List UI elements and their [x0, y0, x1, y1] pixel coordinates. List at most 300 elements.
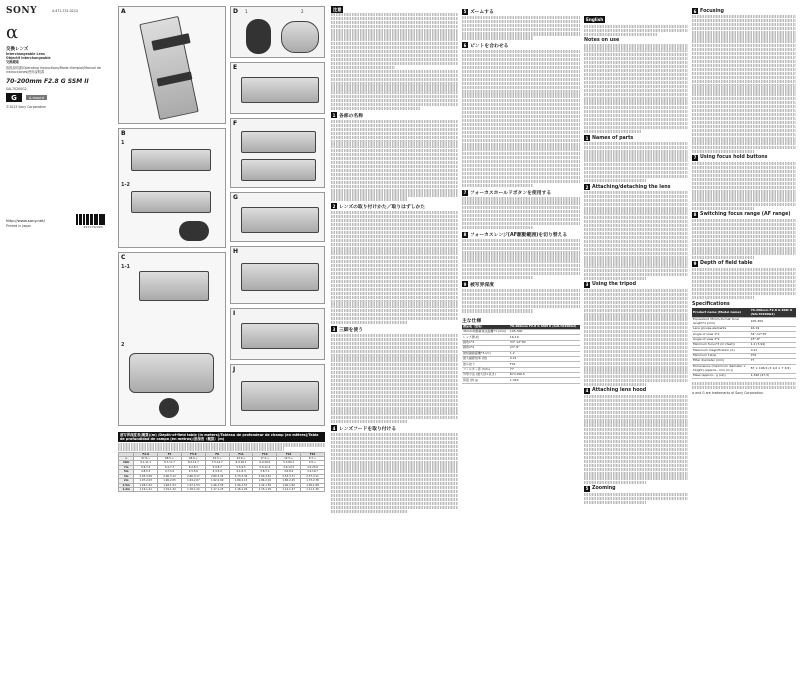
dof-value-cell: 48.9-∞ — [181, 457, 205, 461]
body-text-line — [584, 370, 688, 373]
body-text-line — [584, 464, 688, 467]
body-text-line — [584, 220, 688, 223]
body-text-line — [462, 152, 580, 155]
body-text-line — [584, 154, 688, 157]
dof-value-cell: 97.8-∞ — [134, 457, 158, 461]
body-text-line — [462, 66, 580, 69]
cover-panel — [6, 6, 114, 681]
body-text-line — [331, 445, 458, 448]
body-text-line — [584, 264, 688, 267]
body-text-line — [584, 167, 688, 170]
body-text-line — [462, 156, 580, 159]
body-text-line — [331, 334, 458, 337]
section-title — [584, 184, 688, 190]
body-text-line — [584, 85, 688, 88]
body-text-line — [692, 251, 796, 254]
body-text-line — [462, 16, 580, 19]
figure-h-label: H — [233, 248, 239, 255]
body-text-line — [462, 206, 580, 209]
body-text-line — [584, 158, 688, 161]
body-text-line — [584, 244, 688, 247]
body-text-line — [331, 375, 458, 378]
body-text-line — [692, 296, 754, 299]
body-text-line — [331, 54, 458, 57]
body-text-line — [584, 444, 688, 447]
body-text-line — [584, 452, 688, 455]
spec-cell: 16-19 — [509, 335, 580, 340]
body-text-line — [462, 131, 580, 134]
figure-d-sub-2: 2 — [301, 9, 304, 14]
body-text-line — [331, 317, 458, 320]
section-title — [692, 155, 796, 161]
spec-cell: 画角2*2 — [462, 346, 509, 351]
body-text-line — [331, 465, 458, 468]
section-title — [462, 42, 580, 49]
dof-value-cell: 4.8-5.3 — [134, 470, 158, 474]
section-title-text: 被写界深度 — [470, 282, 494, 288]
body-text-line — [692, 182, 796, 185]
body-text-line — [462, 276, 533, 279]
dof-value-cell: 8.7-∞ — [301, 457, 325, 461]
body-text-line — [331, 395, 458, 398]
body-text-line — [584, 297, 688, 300]
dof-value-cell: 1.11-1.30 — [301, 487, 325, 491]
body-text-line — [692, 97, 796, 100]
body-text-line — [331, 482, 458, 485]
section-title — [584, 135, 688, 141]
body-text-line — [584, 501, 646, 504]
spec-cell: 最短撮影距離*3 (m) — [462, 351, 509, 356]
body-text-line — [462, 54, 580, 57]
body-text-line — [584, 481, 646, 484]
dof-value-cell: 1.42-1.59 — [253, 483, 277, 487]
body-text-line — [584, 199, 688, 202]
body-text-line — [692, 15, 796, 18]
body-text-line — [331, 309, 458, 312]
section-title — [462, 281, 580, 288]
body-text-line — [584, 260, 688, 263]
dof-value-cell: 1.84-2.19 — [253, 479, 277, 483]
body-text-line — [692, 52, 796, 55]
body-text-line — [692, 84, 796, 87]
dof-table — [118, 452, 325, 493]
section-title — [584, 486, 688, 492]
body-text-line — [331, 433, 458, 436]
body-text-line — [584, 407, 688, 410]
body-text-line — [331, 149, 458, 152]
body-text-line — [331, 449, 458, 452]
dof-value-cell: 68.5-∞ — [158, 457, 182, 461]
dof-value-cell: 4.6-14.3 — [277, 465, 301, 469]
body-text-line — [692, 174, 796, 177]
en-column-1-body — [584, 44, 688, 504]
body-text-line — [692, 198, 796, 201]
figure-b — [118, 128, 226, 248]
spec-cell: Angle of view 1*2 — [692, 332, 750, 337]
section-title — [462, 231, 580, 238]
body-text-line — [692, 109, 796, 112]
body-text-line — [584, 383, 646, 386]
body-text-line — [584, 256, 688, 259]
figure-e-label: E — [233, 64, 238, 71]
body-text-line — [331, 231, 458, 234]
body-text-line — [462, 210, 580, 213]
body-text-line — [584, 305, 688, 308]
body-text-line — [692, 146, 796, 149]
figure-a — [118, 6, 226, 124]
body-text-line — [584, 57, 688, 60]
figure-c-label: C — [121, 254, 126, 261]
body-text-line — [692, 76, 796, 79]
dof-value-cell: 1.48-1.52 — [134, 483, 158, 487]
body-text-line — [692, 247, 796, 250]
figure-g-label: G — [233, 194, 238, 201]
body-text-line — [692, 243, 796, 246]
spec-cell: Angle of view 2*2 — [692, 337, 750, 342]
sony-url[interactable]: http://www.sony.net/ — [6, 218, 45, 223]
section-title — [331, 112, 458, 119]
body-text-line — [331, 128, 458, 131]
dof-distance-cell: 10m — [119, 461, 134, 465]
body-text-line — [692, 256, 754, 259]
body-text-line — [692, 203, 796, 206]
body-text-line — [331, 17, 458, 20]
body-text-line — [331, 300, 458, 303]
body-text-line — [692, 23, 796, 26]
spec-cell: 23°-8° — [509, 346, 580, 351]
section-title-text: フォーカスレンジ(AF駆動範囲)を切り替える — [470, 233, 568, 239]
dof-value-cell: 8.2-12.7 — [181, 461, 205, 465]
dof-value-cell: 2.80-3.24 — [205, 474, 229, 478]
body-text-line — [462, 201, 580, 204]
section-title-text: Using focus hold buttons — [700, 155, 768, 161]
section-title — [331, 326, 458, 333]
body-text-line — [331, 288, 458, 291]
dof-value-cell: 1.97-2.03 — [134, 479, 158, 483]
dof-col-header: F8 — [205, 452, 229, 456]
dof-value-cell: 2.73-3.34 — [229, 474, 253, 478]
body-text-line — [331, 21, 458, 24]
jp-spec-title — [462, 317, 580, 324]
figure-e — [230, 62, 325, 114]
dof-table-row — [119, 487, 325, 491]
spec-cell: 1,340 — [509, 378, 580, 383]
body-text-line — [462, 147, 580, 150]
section-number-badge: 3 — [332, 326, 336, 332]
body-text-line — [331, 99, 458, 102]
section-number-badge: 7 — [463, 190, 467, 196]
body-text-line — [692, 141, 796, 144]
body-text-line — [331, 219, 458, 222]
spec-cell: 画角1*2 — [462, 340, 509, 345]
body-text-line — [462, 160, 580, 163]
cover-subtitle: 取扱説明書/Operating Instructions/Mode d'emploi/Manual de instrucciones/使用說明書 — [6, 66, 101, 75]
section-title — [462, 8, 580, 15]
body-text-line — [331, 437, 458, 440]
dof-table-panel — [118, 432, 325, 682]
body-text-line — [331, 416, 458, 419]
dof-table-row — [119, 479, 325, 483]
dof-value-cell: 1.73-2.38 — [301, 479, 325, 483]
body-text-line — [584, 191, 688, 194]
body-text-line — [692, 239, 796, 242]
section-number-badge: 9 — [463, 281, 467, 287]
dof-value-cell: 2.53-3.71 — [277, 474, 301, 478]
body-text-line — [692, 27, 796, 30]
body-text-line — [331, 86, 458, 89]
figure-b-sub-2: 1-2 — [121, 182, 131, 188]
dof-value-cell: 1.17-1.23 — [205, 487, 229, 491]
section-title-text: Zooming — [592, 486, 616, 492]
lens-illustration-a — [139, 16, 199, 120]
cover-line-3: 交換鏡頭 — [6, 60, 19, 65]
body-text-line — [331, 197, 407, 200]
dof-value-cell: 34.3-∞ — [205, 457, 229, 461]
body-text-line — [692, 125, 796, 128]
body-text-line — [584, 150, 688, 153]
spec-cell: Minimum focus*3 (m (feet)) — [692, 342, 750, 347]
body-text-line — [462, 78, 580, 81]
body-text-line — [331, 46, 458, 49]
spec-cell: 34°-12°30' — [509, 340, 580, 345]
body-text-line — [331, 490, 458, 493]
dof-value-cell: 4.7-5.4 — [158, 470, 182, 474]
body-text-line — [331, 120, 458, 123]
body-text-line — [584, 399, 688, 402]
en-language-header: English — [586, 17, 604, 22]
body-text-line — [584, 106, 688, 109]
dof-value-cell: 1.16-1.24 — [229, 487, 253, 491]
a-mount-badge — [26, 95, 47, 100]
body-text-line — [331, 50, 458, 53]
body-text-line — [462, 172, 580, 175]
dof-value-cell: 5.9-8.7 — [205, 465, 229, 469]
dof-col-header: F2.8 — [134, 452, 158, 456]
body-text-line — [584, 428, 688, 431]
body-text-line — [584, 403, 688, 406]
body-text-line — [584, 77, 688, 80]
figure-a-label: A — [121, 8, 126, 15]
body-text-line — [584, 330, 688, 333]
body-text-line — [692, 56, 796, 59]
section-title-text: Using the tripod — [592, 282, 637, 288]
spec-cell: 質量 (約 g) — [462, 378, 509, 383]
body-text-line — [331, 66, 395, 69]
body-text-line — [462, 272, 580, 275]
body-text-line — [462, 301, 580, 304]
cover-line-2: Objectif interchangeable — [6, 56, 51, 61]
dof-value-cell: 6.6-7.5 — [134, 465, 158, 469]
jp-spec-title-text: 主な仕様 — [462, 318, 482, 324]
dof-value-cell: 2.63-3.51 — [253, 474, 277, 478]
body-text-line — [331, 165, 458, 168]
body-text-line — [584, 142, 688, 145]
dof-value-cell: 2.93-3.09 — [134, 474, 158, 478]
body-text-line — [462, 176, 580, 179]
spec-cell: Maximum magnification (X) — [692, 348, 750, 353]
body-text-line — [584, 423, 688, 426]
body-text-line — [331, 478, 458, 481]
dof-distance-cell: 1.2m — [119, 487, 134, 491]
spec-header-cell: 商品名（型名） — [462, 325, 509, 330]
spec-cell: f/32 — [750, 353, 796, 358]
section-number-badge: 8 — [463, 232, 467, 238]
body-text-line — [462, 239, 580, 242]
body-text-line — [462, 305, 580, 308]
dof-value-cell: 1.96-2.05 — [158, 479, 182, 483]
body-text-line — [584, 493, 688, 496]
body-text-line — [462, 168, 580, 171]
body-text-line — [331, 144, 458, 147]
body-text-line — [584, 334, 688, 337]
jp-column-2 — [462, 6, 580, 681]
body-text-line — [584, 342, 688, 345]
spec-cell: 105-300 — [750, 317, 796, 326]
spec-cell: 1.2 (3.94) — [750, 342, 796, 347]
section-number-badge: 4 — [332, 425, 336, 431]
body-text-line — [331, 420, 407, 423]
section-title-text: Attaching/detaching the lens — [592, 184, 671, 190]
body-text-line — [692, 223, 796, 226]
body-text-line — [584, 211, 688, 214]
dof-distance-cell: 3m — [119, 474, 134, 478]
body-text-line — [462, 103, 580, 106]
spec-cell: 87 × 196.5 (3 1/2 × 7 3/4) — [750, 364, 796, 373]
body-text-line — [331, 132, 458, 135]
body-text-line — [584, 468, 688, 471]
body-text-line — [331, 90, 458, 93]
body-text-line — [692, 190, 796, 193]
alpha-logo: α — [6, 22, 19, 43]
section-title — [584, 388, 688, 394]
body-text-line — [462, 247, 580, 250]
body-text-line — [331, 354, 458, 357]
dof-value-cell: 24.9-∞ — [229, 457, 253, 461]
body-text-line — [584, 456, 688, 459]
section-title-text: レンズフードを取り付ける — [339, 426, 397, 432]
trademark-note: α and G are trademarks of Sony Corporation. — [692, 391, 764, 396]
a-mount-text: A-mount — [29, 95, 44, 100]
figure-d — [230, 6, 325, 58]
body-text-line — [331, 107, 420, 110]
dof-col-header: F11 — [229, 452, 253, 456]
dof-value-cell: 5.5-9.5 — [229, 465, 253, 469]
dof-value-cell: 3.2-10.7 — [301, 470, 325, 474]
body-text-line — [692, 207, 754, 210]
dof-value-cell: 6.2-8.1 — [181, 465, 205, 469]
spec-cell: 外形寸法 (最大径×長さ) — [462, 373, 509, 378]
dof-value-cell: 4.5-∞ — [301, 461, 325, 465]
body-text-line — [584, 375, 688, 378]
body-text-line — [692, 170, 796, 173]
body-text-line — [462, 197, 580, 200]
g-badge — [6, 93, 22, 102]
product-name: 70-200mm F2.8 G SSM II — [6, 78, 89, 85]
body-text-line — [692, 194, 796, 197]
body-text-line — [462, 184, 533, 187]
body-text-line — [462, 99, 580, 102]
spec-header-cell: 70-200mm F2.8 G SSM II (SAL70200G2) — [509, 325, 580, 330]
spec-cell: Lens groups-elements — [692, 326, 750, 331]
spec-cell: 87×196.5 — [509, 373, 580, 378]
body-text-line — [331, 153, 458, 156]
body-text-line — [462, 107, 580, 110]
body-text-line — [584, 240, 688, 243]
body-text-line — [331, 251, 458, 254]
body-text-line — [692, 39, 796, 42]
body-text-line — [331, 363, 458, 366]
body-text-line — [584, 269, 688, 272]
body-text-line — [692, 272, 796, 275]
body-text-line — [331, 399, 458, 402]
body-text-line — [462, 86, 580, 89]
body-text-line — [584, 110, 688, 113]
spec-cell: 70-200mm F2.8 G SSM II (SAL70200G2) — [750, 308, 796, 317]
body-text-line — [692, 72, 796, 75]
body-text-line — [584, 207, 688, 210]
body-text-line — [462, 70, 580, 73]
dof-value-cell: 1.19-1.22 — [158, 487, 182, 491]
body-text-line — [331, 358, 458, 361]
body-text-line — [331, 342, 458, 345]
body-text-line — [584, 248, 688, 251]
body-text-line — [331, 280, 458, 283]
dof-value-cell: 5.0-11.4 — [253, 465, 277, 469]
body-text-line — [331, 453, 458, 456]
body-text-line — [331, 215, 458, 218]
spec-cell: 105-300 — [509, 329, 580, 334]
section-number-badge: 2 — [332, 203, 336, 209]
dof-table-row — [119, 474, 325, 478]
section-title-text: レンズの取り付けかた／取りはずしかた — [339, 204, 426, 210]
dof-col-header: F5.6 — [181, 452, 205, 456]
body-text-line — [331, 264, 458, 267]
body-text-line — [584, 130, 641, 133]
body-text-line — [462, 20, 580, 23]
body-text-line — [331, 62, 458, 65]
figure-b-sub-1: 1 — [121, 140, 125, 146]
body-text-line — [331, 272, 458, 275]
body-text-line — [692, 31, 796, 34]
body-text-line — [331, 469, 458, 472]
spec-cell: Filter diameter (mm) — [692, 359, 750, 364]
dof-value-cell: 7.5-14.7 — [205, 461, 229, 465]
body-text-line — [584, 236, 688, 239]
body-text-line — [331, 211, 458, 214]
body-text-line — [584, 460, 688, 463]
body-text-line — [584, 73, 688, 76]
spec-row — [692, 308, 796, 317]
dof-distance-cell: ∞ — [119, 457, 134, 461]
body-text-line — [331, 58, 458, 61]
body-text-line — [584, 203, 688, 206]
body-text-line — [584, 358, 688, 361]
body-text-line — [462, 119, 580, 122]
dof-value-cell: 2.37-4.11 — [301, 474, 325, 478]
body-text-line — [584, 175, 688, 178]
section-number-badge: 1 — [585, 135, 589, 141]
section-title — [331, 425, 458, 432]
body-text-line — [692, 101, 796, 104]
body-text-line — [692, 113, 796, 116]
dof-value-cell: 4.1-6.3 — [229, 470, 253, 474]
body-text-line — [692, 64, 796, 67]
body-text-line — [692, 235, 796, 238]
spec-cell: 1,340 (47.3) — [750, 373, 796, 378]
section-number-badge: 3 — [585, 282, 589, 288]
body-text-line — [584, 81, 688, 84]
body-text-line — [692, 166, 796, 169]
